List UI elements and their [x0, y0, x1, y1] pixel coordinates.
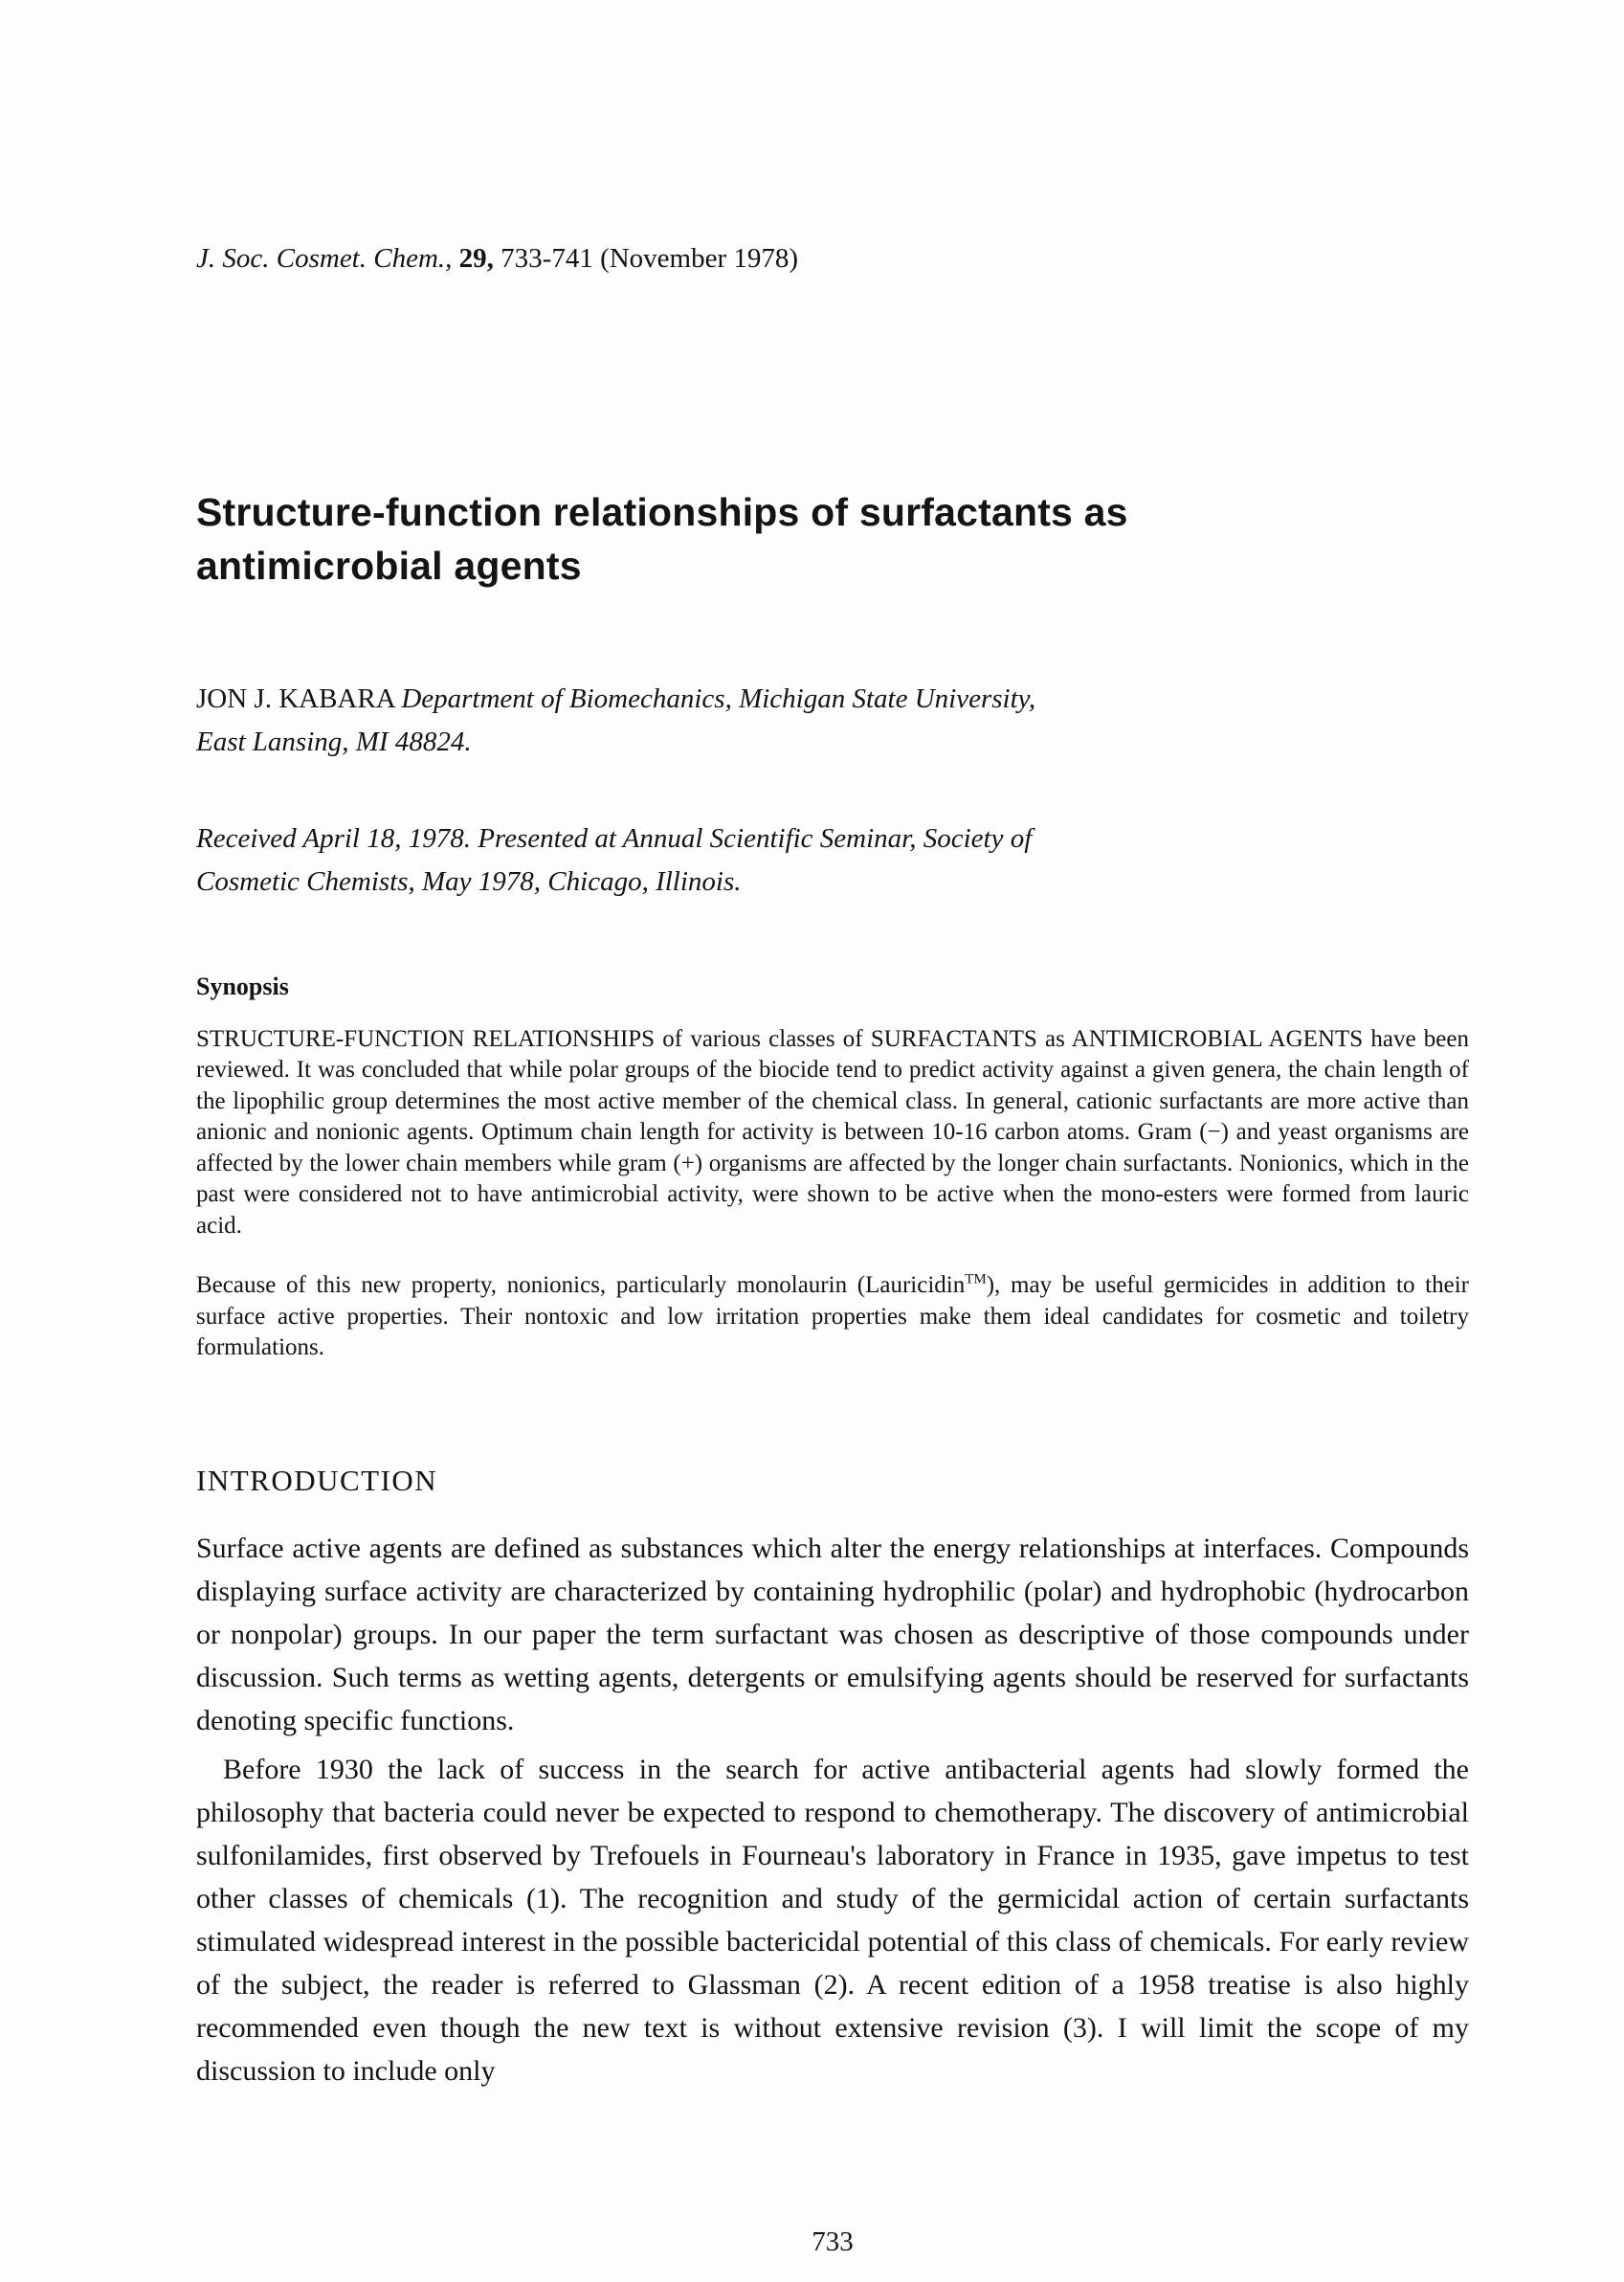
synopsis-paragraph-1: STRUCTURE-FUNCTION RELATIONSHIPS of various classes of SURFACTANTS as ANTIMICROBIAL AGENTS have been reviewed. It was concluded that while polar groups of the biocide tend to predict activity against a given genera, the chain length of the lipophilic group determines the most active member of the chemical class. In general, cationic surfactants are more active than anionic and nonionic agents. Optimum chain length for activity is between 10-16 carbon atoms. Gram (−) and yeast organisms are affected by the lower chain members while gram (+) organisms are affected by the longer chain surfactants. Nonionics, which in the past were considered not to have antimicrobial activity, were shown to be active when the mono-esters were formed from lauric acid. — [196, 1025, 1469, 1239]
synopsis-heading: Synopsis — [196, 972, 289, 1000]
author-byline — [196, 678, 1038, 764]
synopsis-paragraph-2-text-continued: ), may be useful germicides in addition to their surface active properties. Their nontoxic and low irritation properties make them ideal candidates for cosmetic and toiletry formulations. — [196, 1272, 1469, 1360]
introduction-heading: INTRODUCTION — [196, 1463, 438, 1497]
journal-volume: 29, — [458, 243, 494, 274]
journal-pages-date: 733-741 (November 1978) — [501, 243, 799, 274]
received-note: Received April 18, 1978. Presented at Annual Scientific Seminar, Society of Cosmetic Chemists, May 1978, Chicago, Illinois. — [196, 822, 1033, 897]
introduction-paragraph-1: Surface active agents are defined as substances which alter the energy relationships at interfaces. Compounds displaying surface activity are characterized by containing hydrophilic (polar) and hydrophobic (hydrocarbon or nonpolar) groups. In our paper the term surfactant was chosen as descriptive of those compounds under discussion. Such terms as wetting agents, detergents or emulsifying agents should be reserved for surfactants denoting specific functions. — [196, 1532, 1469, 1736]
journal-name: J. Soc. Cosmet. Chem., — [196, 243, 453, 274]
trademark-superscript: TM — [965, 1271, 987, 1287]
synopsis-paragraph-2 — [196, 1270, 1469, 1364]
page-content — [196, 0, 1469, 2092]
introduction-paragraph-2: Before 1930 the lack of success in the search for active antibacterial agents had slowly formed the philosophy that bacteria could never be expected to respond to chemotherapy. The discovery of antimicrobial sulfonilamides, first observed by Trefouels in Fourneau's laboratory in France in 1935, gave impetus to test other classes of chemicals (1). The recognition and study of the germicidal action of certain surfactants stimulated widespread interest in the possible bactericidal potential of this class of chemicals. For early review of the subject, the reader is referred to Glassman (2). A recent edition of a 1958 treatise is also highly recommended even though the new text is without extensive revision (3). I will limit the scope of my discussion to include only — [196, 1753, 1469, 2087]
author-affiliation: Department of Biomechanics, Michigan State University, East Lansing, MI 48824. — [196, 682, 1036, 757]
synopsis-paragraph-2-text: Because of this new property, nonionics, particularly monolaurin (Lauricidin — [196, 1272, 966, 1298]
article-title: Structure-function relationships of surfactants as antimicrobial agents — [196, 490, 1128, 588]
journal-citation — [196, 241, 1469, 276]
page-number: 733 — [812, 2226, 854, 2257]
author-name: JON J. KABARA — [196, 682, 395, 714]
